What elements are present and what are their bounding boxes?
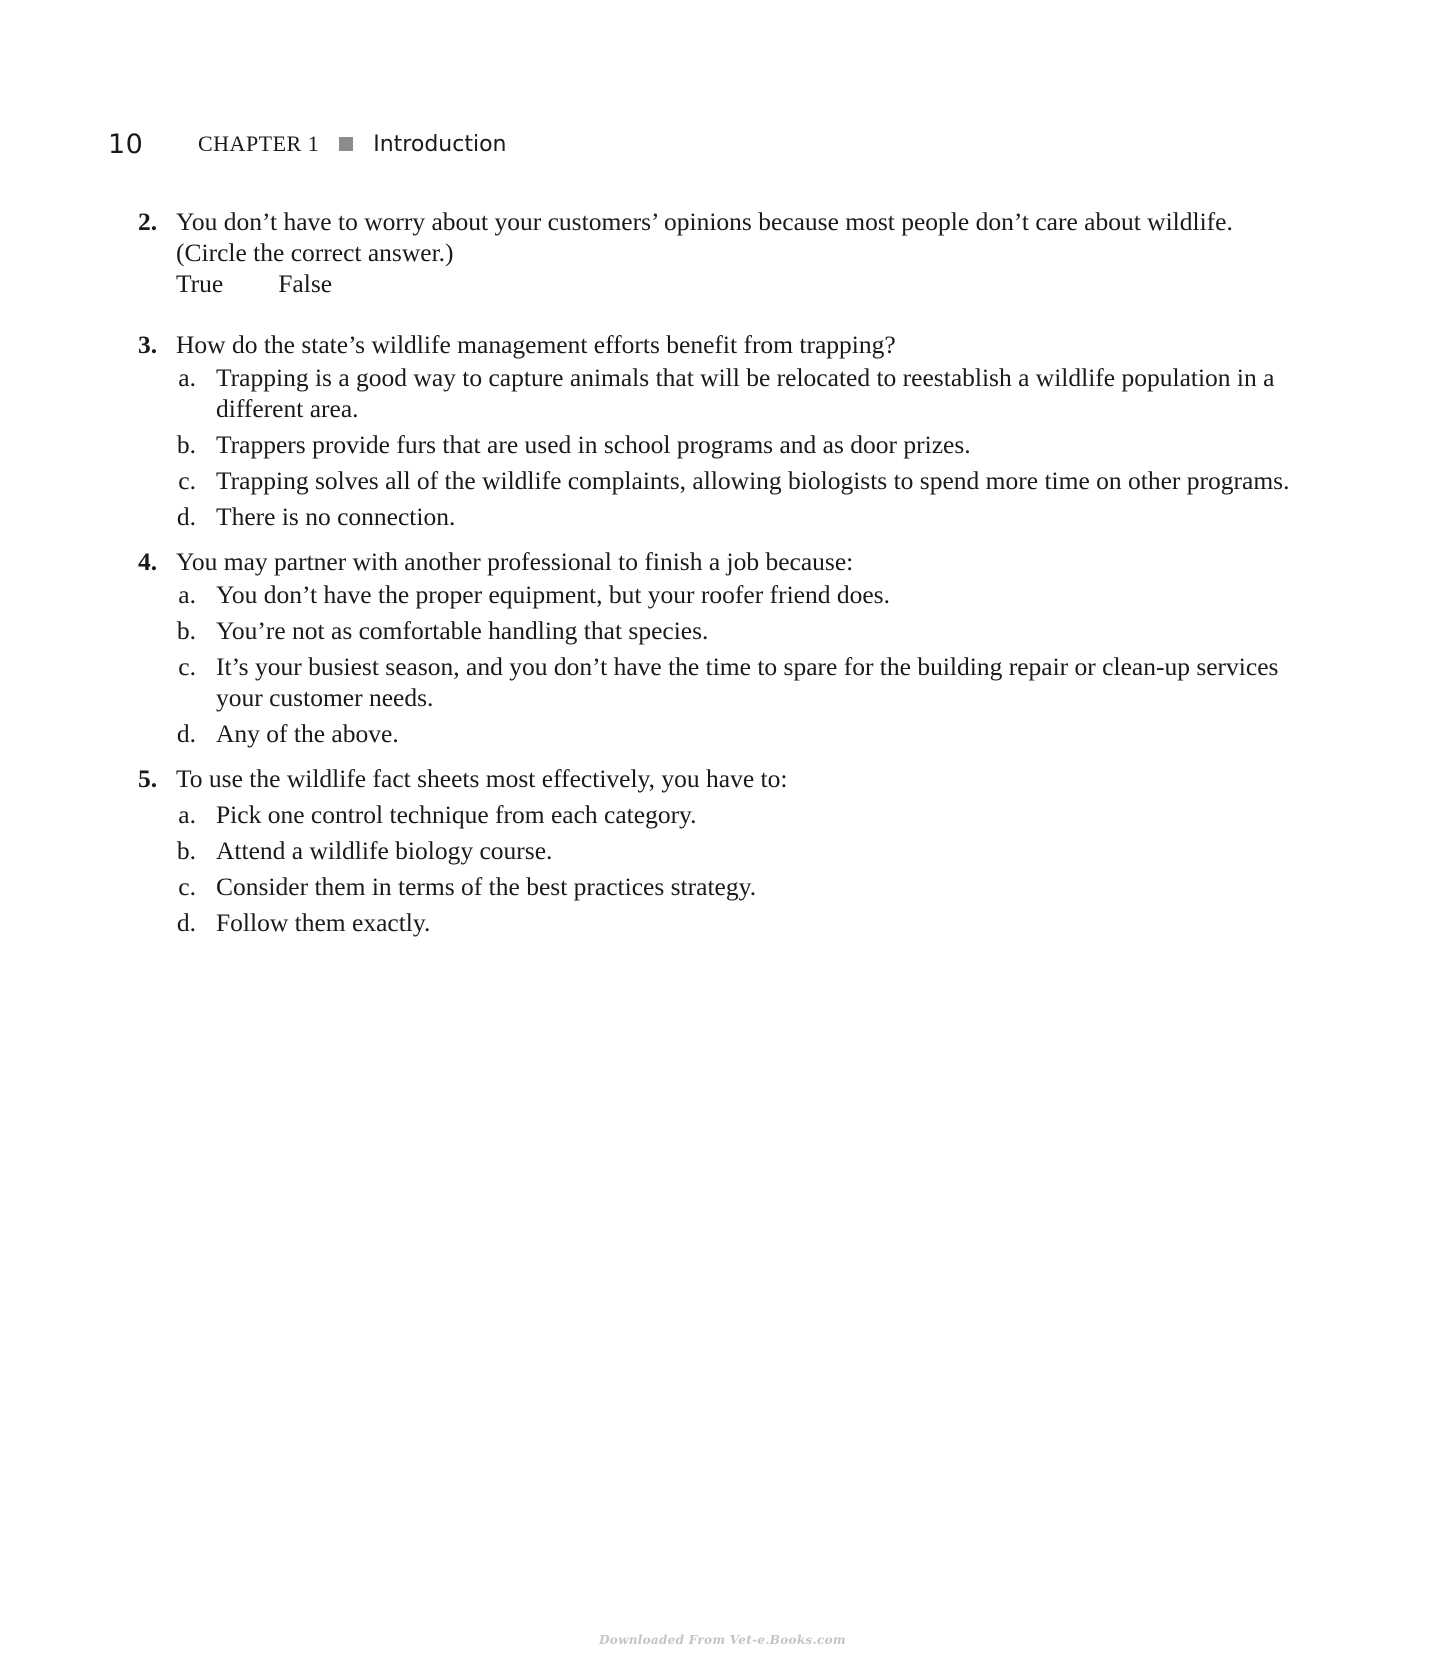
answer-option xyxy=(158,362,1298,424)
option-text: It’s your busiest season, and you don’t have the time to spare for the building repair or clean-up services your customer needs. xyxy=(216,652,1279,712)
option-letter: b. xyxy=(176,616,196,645)
question-text: You may partner with another professional to finish a job because: xyxy=(176,547,854,576)
answer-option xyxy=(158,871,1298,902)
true-choice[interactable]: True xyxy=(176,269,224,298)
answer-option xyxy=(158,429,1298,460)
answer-option xyxy=(158,799,1298,830)
option-text: You’re not as comfortable handling that species. xyxy=(216,616,709,645)
option-text: There is no connection. xyxy=(216,502,456,531)
question-body xyxy=(176,206,1298,299)
answer-option xyxy=(158,907,1298,938)
question-list xyxy=(138,206,1298,943)
option-text: Trapping solves all of the wildlife complaints, allowing biologists to spend more time on other programs. xyxy=(216,466,1290,495)
option-text: Pick one control technique from each category. xyxy=(216,800,697,829)
running-head xyxy=(108,124,506,164)
chapter-label: CHAPTER 1 xyxy=(198,131,320,156)
option-letter: c. xyxy=(178,652,196,681)
answer-options xyxy=(138,579,1298,749)
chapter-title: Introduction xyxy=(373,131,507,157)
answer-option xyxy=(158,465,1298,496)
option-text: Trapping is a good way to capture animals that will be relocated to reestablish a wildlife population in a different area. xyxy=(216,363,1275,423)
question-2 xyxy=(138,206,1298,299)
question-number: 3. xyxy=(138,330,158,359)
option-text: Attend a wildlife biology course. xyxy=(216,836,553,865)
answer-options xyxy=(138,362,1298,532)
page-number: 10 xyxy=(108,128,144,160)
option-text: You don’t have the proper equipment, but your roofer friend does. xyxy=(216,580,890,609)
false-choice[interactable]: False xyxy=(278,269,333,298)
option-letter: d. xyxy=(176,908,196,937)
option-letter: c. xyxy=(178,466,196,495)
answer-option xyxy=(158,579,1298,610)
option-text: Trappers provide furs that are used in school programs and as door prizes. xyxy=(216,430,971,459)
option-text: Follow them exactly. xyxy=(216,908,431,937)
answer-option xyxy=(158,615,1298,646)
option-letter: b. xyxy=(176,836,196,865)
answer-option xyxy=(158,501,1298,532)
question-body xyxy=(176,329,1298,360)
question-body xyxy=(176,763,1298,794)
option-letter: b. xyxy=(176,430,196,459)
question-number: 4. xyxy=(138,547,158,576)
answer-option xyxy=(158,835,1298,866)
option-letter: a. xyxy=(178,363,196,392)
option-letter: d. xyxy=(176,502,196,531)
question-number: 5. xyxy=(138,764,158,793)
option-text: Any of the above. xyxy=(216,719,399,748)
option-letter: d. xyxy=(176,719,196,748)
question-5 xyxy=(138,763,1298,794)
question-text: You don’t have to worry about your customers’ opinions because most people don’t care about wildlife. (Circle the correct answer.) xyxy=(176,207,1233,267)
option-text: Consider them in terms of the best practices strategy. xyxy=(216,872,757,901)
download-watermark: Downloaded From Vet-e.Books.com xyxy=(599,1633,846,1647)
option-letter: a. xyxy=(178,800,196,829)
answer-options xyxy=(138,799,1298,938)
question-text: To use the wildlife fact sheets most effectively, you have to: xyxy=(176,764,788,793)
answer-option xyxy=(158,651,1298,713)
question-number: 2. xyxy=(138,207,158,236)
question-4 xyxy=(138,546,1298,577)
true-false-choices xyxy=(176,268,1298,299)
question-body xyxy=(176,546,1298,577)
answer-option xyxy=(158,718,1298,749)
question-text: How do the state’s wildlife management efforts benefit from trapping? xyxy=(176,330,896,359)
square-bullet-icon xyxy=(339,137,353,151)
option-letter: c. xyxy=(178,872,196,901)
question-3 xyxy=(138,329,1298,360)
option-letter: a. xyxy=(178,580,196,609)
